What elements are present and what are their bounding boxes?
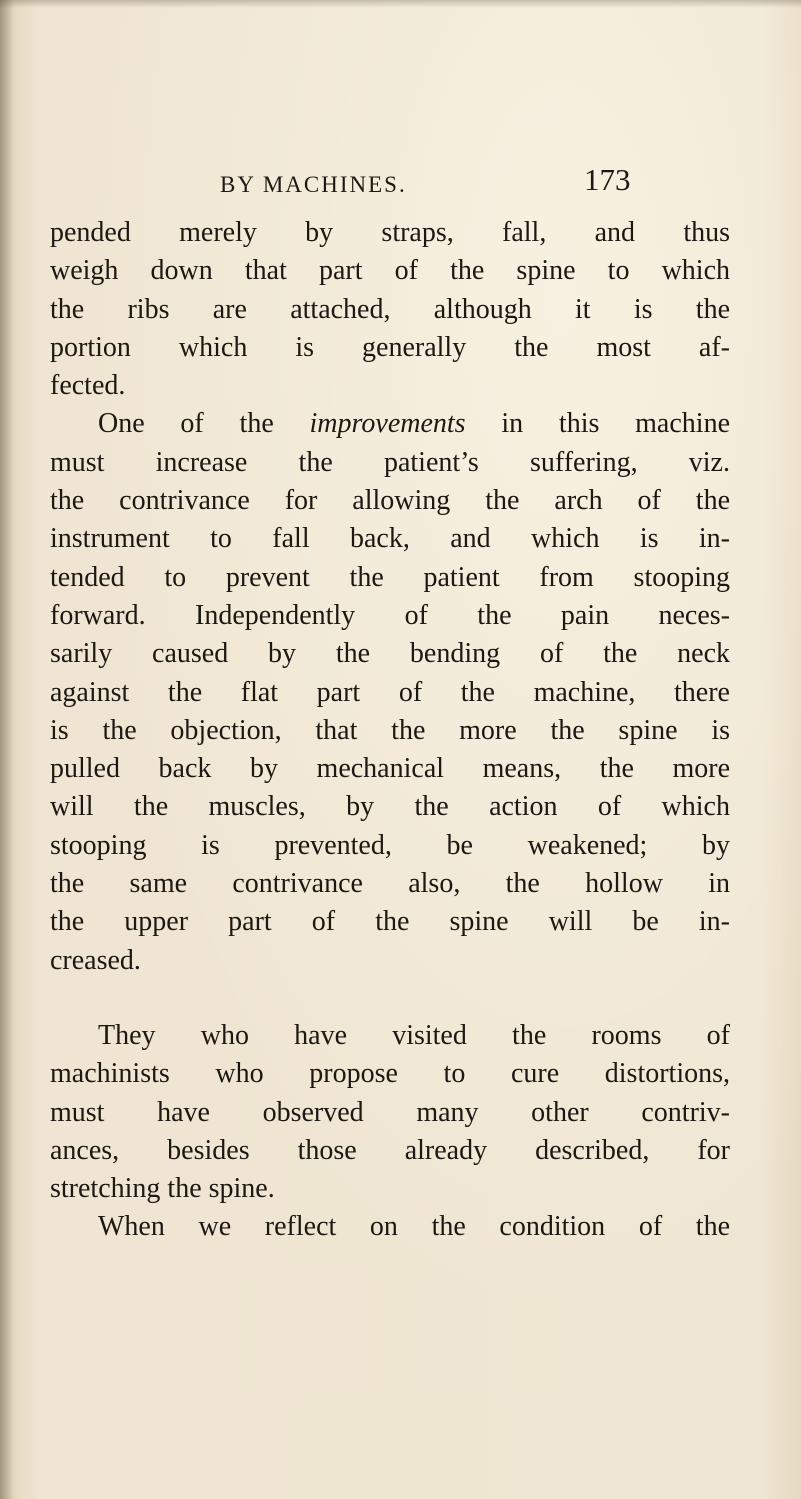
text-run: One of the (98, 408, 310, 440)
text-line: fected. (50, 370, 126, 402)
text-line: stretching the spine. (50, 1173, 275, 1205)
paragraph-2 (50, 405, 730, 979)
page-body (50, 214, 730, 1247)
text-line: will the muscles, by the action of which (50, 791, 730, 823)
text-line: the contrivance for allowing the arch of the (50, 485, 730, 517)
paragraph-1 (50, 214, 730, 405)
text-line: ances, besides those already described, for (50, 1134, 730, 1166)
text-line: must increase the patient’s suffering, viz. (50, 446, 730, 478)
text-line: the ribs are attached, although it is the (50, 293, 730, 325)
text-line: stooping is prevented, be weakened; by (50, 829, 730, 861)
text-line: the upper part of the spine will be in- (50, 906, 730, 938)
paragraph-4 (50, 1208, 730, 1246)
text-line: machinists who propose to cure distortions, (50, 1058, 730, 1090)
paragraph-3 (50, 1017, 730, 1208)
text-line: against the flat part of the machine, there (50, 676, 730, 708)
text-line: weigh down that part of the spine to which (50, 255, 730, 287)
paragraph-gap (50, 980, 730, 1017)
running-head: BY MACHINES. (220, 172, 407, 197)
text-line: When we reflect on the condition of the (98, 1211, 730, 1243)
page-number: 173 (584, 162, 631, 197)
text-line: the same contrivance also, the hollow in (50, 868, 730, 900)
text-line: They who have visited the rooms of (98, 1019, 730, 1051)
text-run: in this machine (465, 408, 730, 440)
page-header (0, 162, 801, 202)
text-line: forward. Independently of the pain neces- (50, 599, 730, 631)
text-line: sarily caused by the bending of the neck (50, 638, 730, 670)
text-line: instrument to fall back, and which is in- (50, 523, 730, 555)
italic-emphasis: improvements (309, 408, 466, 440)
gutter-shadow (0, 0, 14, 1499)
text-line: portion which is generally the most af- (50, 331, 730, 363)
text-line: pulled back by mechanical means, the more (50, 753, 730, 785)
text-line (50, 405, 730, 443)
text-line: must have observed many other contriv- (50, 1096, 730, 1128)
text-line: pended merely by straps, fall, and thus (50, 217, 730, 248)
top-edge-shadow (0, 0, 801, 8)
text-line: is the objection, that the more the spine is (50, 714, 730, 746)
text-line: creased. (50, 944, 141, 976)
text-line: tended to prevent the patient from stooping (50, 561, 730, 593)
